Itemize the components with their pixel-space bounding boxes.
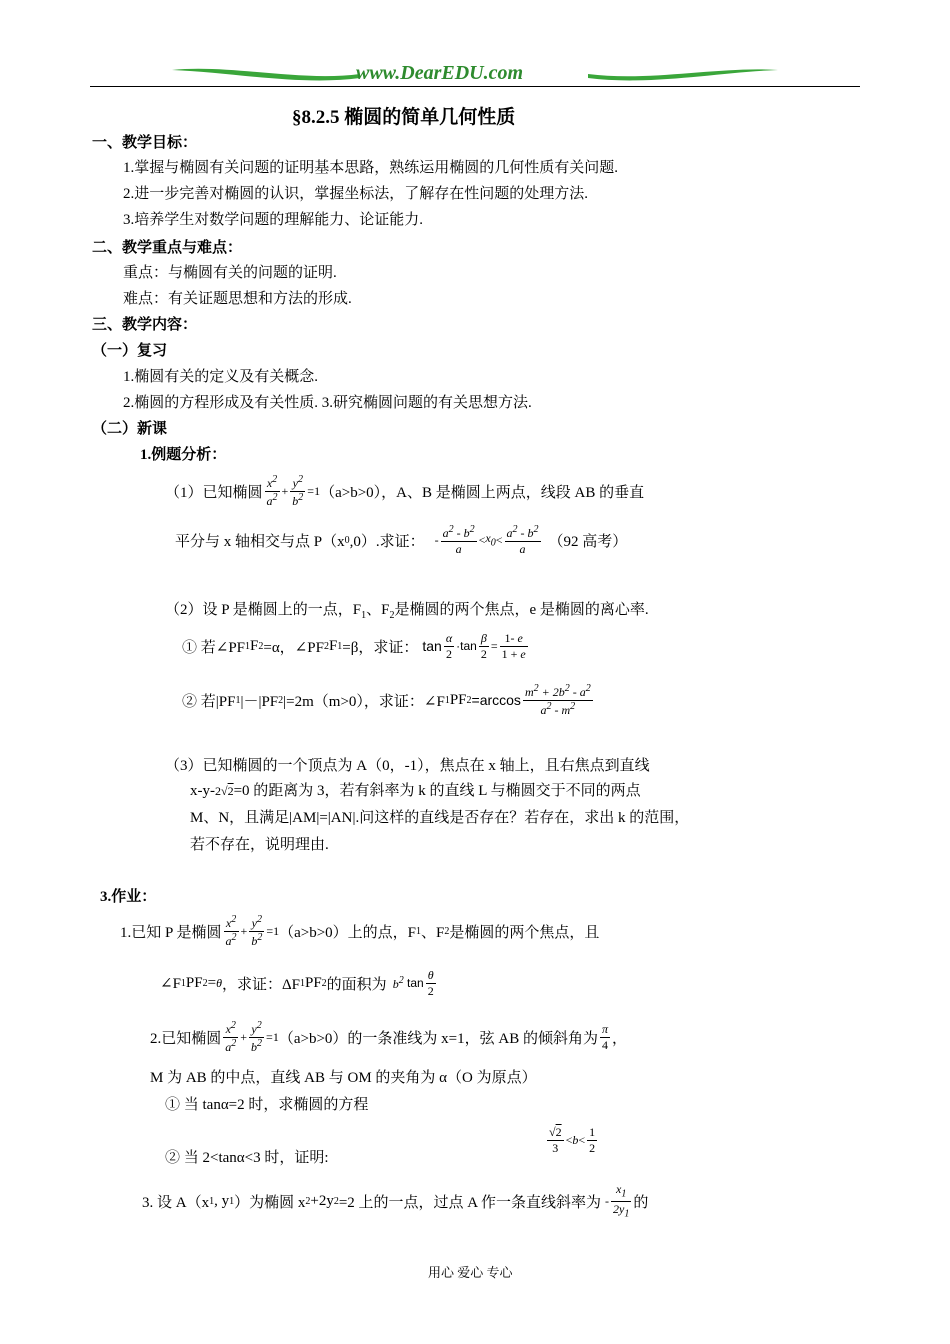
example-2-part-1: ① 若∠PF 1 F 2 =α，∠PF 2 F 1 =β，求证： tan $\frac{\alpha}{2}$ ·tan $\frac{\beta}{2}$ = $\frac{1- e}{1 + e}$ <box>182 630 526 661</box>
example-1-line-1: （1）已知椭圆 $\frac{x^2}{a^2}$ + $\frac{y^2}{b^2}$ =1 （a>b>0），A、B 是椭圆上两点，线段 AB 的垂直 <box>165 473 645 508</box>
homework-2-line-1: 2.已知椭圆 $\frac{x^2}{a^2}$ + $\frac{y^2}{b^2}$ =1 （a>b>0）的一条准线为 x=1，弦 AB 的倾斜角为 $\frac{\pi}{4}$ ， <box>150 1019 627 1054</box>
slope-fraction: $\frac{x_1}{2y_1}$ <box>613 1181 630 1219</box>
section-key-points-heading: 二、教学重点与难点： <box>92 240 243 256</box>
example-1-line-2: 平分与 x 轴相交与点 P（x 0 ,0）.求证： - $\frac{a^2 - b^2}{a}$ < $x_0$ < $\frac{a^2 - b^2}{a}$ （92 高考） <box>175 523 628 556</box>
section-objectives-heading: 一、教学目标： <box>92 135 198 151</box>
examples-heading: 1.例题分析： <box>140 447 227 463</box>
example-1-source: （92 高考） <box>548 533 628 550</box>
example-2-intro: （2）设 P 是椭圆上的一点，$F_1$、$F_2$是椭圆的两个焦点，e 是椭圆的离心率. <box>165 602 649 621</box>
one-half-fraction: $\frac{1}{2}$ <box>589 1124 596 1155</box>
ellipse-fraction-y: $\frac{y^2}{b^2}$ <box>251 913 263 948</box>
example-3-line-4: 若不存在，说明理由. <box>190 837 329 853</box>
header-banner <box>170 62 780 86</box>
ellipse-fraction-y: $\frac{y^2}{b^2}$ <box>251 1019 263 1054</box>
objective-item: 1.掌握与椭圆有关问题的证明基本思路，熟练运用椭圆的几何性质有关问题. <box>123 160 619 176</box>
homework-2-inequality: $\frac{√2}{3}$ < b < $\frac{1}{2}$ <box>549 1124 596 1155</box>
ellipse-fraction-x: $\frac{x^2}{a^2}$ <box>266 473 278 508</box>
example-3-line-1: （3）已知椭圆的一个顶点为 A（0，-1），焦点在 x 轴上，且右焦点到直线 <box>165 758 650 774</box>
review-item: 2.椭圆的方程形成及有关性质. 3.研究椭圆问题的有关思想方法. <box>123 395 532 411</box>
bound-fraction: $\frac{a^2 - b^2}{a}$ <box>442 523 475 556</box>
review-item: 1.椭圆有关的定义及有关概念. <box>123 369 319 385</box>
homework-1-line-1: 1.已知 P 是椭圆 $\frac{x^2}{a^2}$ + $\frac{y^2}{b^2}$ =1 （a>b>0）上的点，F 1 、F 2 是椭圆的两个焦点，且 <box>120 913 600 948</box>
key-point: 重点：与椭圆有关的问题的证明. <box>123 265 337 281</box>
homework-1-line-2: ∠F 1 PF 2 = θ ，求证：ΔF 1 PF 2 的面积为 $b^2$ tan $\frac{\theta}{2}$ <box>160 967 434 998</box>
example-1-text: ,0）.求证： <box>349 533 425 550</box>
objective-item: 2.进一步完善对椭圆的认识，掌握坐标法，了解存在性问题的处理方法. <box>123 186 589 202</box>
ellipse-fraction-y: $\frac{y^2}{b^2}$ <box>292 473 304 508</box>
example-3-line-2: x-y-2√2=0 的距离为 3，若有斜率为 k 的直线 L 与椭圆交于不同的两点 <box>190 783 641 799</box>
header-rule <box>90 86 860 87</box>
homework-3-line-1: 3. 设 A（x 1 , y 1 ）为椭圆 x 2 +2y 2 =2 上的一点，过点 A 作一条直线斜率为 - $\frac{x_1}{2y_1}$ 的 <box>142 1181 649 1219</box>
page-footer: 用心 爱心 专心 <box>428 1265 513 1280</box>
ellipse-fraction-x: $\frac{x^2}{a^2}$ <box>225 1019 237 1054</box>
homework-2-part-1: ① 当 tanα=2 时，求椭圆的方程 <box>165 1097 369 1113</box>
example-1-condition: （a>b>0），A、B 是椭圆上两点，线段 AB 的垂直 <box>320 484 645 501</box>
section-content-heading: 三、教学内容： <box>92 317 198 333</box>
review-heading: （一）复习 <box>92 343 168 359</box>
page-title: §8.2.5 椭圆的简单几何性质 <box>292 107 516 128</box>
beta-half-fraction: $\frac{\beta}{2}$ <box>480 630 487 661</box>
bound-fraction: $\frac{a^2 - b^2}{a}$ <box>506 523 539 556</box>
example-1-text: 平分与 x 轴相交与点 P（x <box>175 533 345 550</box>
objective-item: 3.培养学生对数学问题的理解能力、论证能力. <box>123 212 424 228</box>
ellipse-fraction-x: $\frac{x^2}{a^2}$ <box>225 913 237 948</box>
example-2-part-2: ② 若|PF 1 |－|PF 2 |=2m（m>0），求证：∠F 1 PF 2 =arccos $\frac{m^2 + 2b^2 - a^2}{a^2 - m^2}$ <box>182 682 591 717</box>
homework-2-part-2: ② 当 2<tanα<3 时，证明: <box>165 1150 329 1166</box>
example-3-line-3: M、N，且满足|AM|=|AN|.问这样的直线是否存在？若存在，求出 k 的范围， <box>190 810 690 826</box>
arccos-fraction: $\frac{m^2 + 2b^2 - a^2}{a^2 - m^2}$ <box>524 682 591 717</box>
homework-heading: 3.作业： <box>100 889 157 905</box>
alpha-half-fraction: $\frac{\alpha}{2}$ <box>445 630 453 661</box>
pi-quarter-fraction: $\frac{\pi}{4}$ <box>601 1021 608 1052</box>
eccentricity-fraction: $\frac{1- e}{1 + e}$ <box>501 630 526 661</box>
difficulty-point: 难点：有关证题思想和方法的形成. <box>123 291 352 307</box>
site-name: www.DearEDU.com <box>356 62 524 84</box>
theta-half-fraction: $\frac{\theta}{2}$ <box>427 967 434 998</box>
homework-2-line-2: M 为 AB 的中点，直线 AB 与 OM 的夹角为 α（O 为原点） <box>150 1070 537 1086</box>
new-lesson-heading: （二）新课 <box>92 421 168 437</box>
sqrt2-over-3-fraction: $\frac{√2}{3}$ <box>549 1124 562 1155</box>
example-1-intro: （1）已知椭圆 <box>165 484 263 501</box>
